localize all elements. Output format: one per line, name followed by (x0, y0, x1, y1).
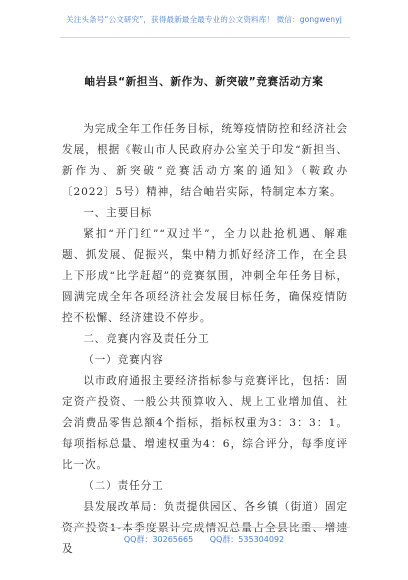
subsection-heading-content: （一）竞赛内容 (83, 354, 164, 366)
document-title: 岫岩县“新担当、新作为、新突破”竞赛活动方案 (84, 76, 324, 88)
header-promo-note: 关注头条号“公文研究”，获得最新最全最专业的公文资料库！ 微信：gongwenyj (66, 15, 342, 24)
footer-qq-groups (0, 534, 408, 545)
content-paragraph: 以市政府通报主要经济指标参与竞赛评比，包括：固定资产投资、一般公共预算收入、规上工业增加值、社会消费品零售总额4个指标，指标权重为3：3：3：1。每项指标总量、增速权重为4：6，综合评分，每季度评比一次。 (62, 375, 348, 471)
section-heading-content: 二、竞赛内容及责任分工 (83, 333, 210, 345)
duties-paragraph: 县发展改革局：负责提供园区、各乡镇（街道）固定资产投资1-本季度累计完成情况总量占全县比重、增速及 (62, 501, 348, 555)
footer-qq-group-1: QQ群：30265665 (123, 535, 194, 544)
document-body (62, 119, 348, 560)
subsection-heading-duties: （二）责任分工 (83, 480, 164, 492)
section-heading-goals: 一、主要目标 (83, 207, 153, 219)
goals-paragraph: 紧扣“开门红”“双过半”，全力以赴抢机遇、解难题、抓发展、促振兴，集中精力抓好经济工作，在全县上下形成“比学赶超”的竞赛氛围，冲刺全年任务目标，圆满完成全年各项经济社会发展目标任务，确保疫情防控不松懈、经济建设不停步。 (62, 228, 348, 324)
header-divider (60, 37, 350, 38)
footer-qq-group-2: QQ群：535304092 (209, 535, 285, 544)
intro-paragraph: 为完成全年工作任务目标，统筹疫情防控和经济社会发展，根据《鞍山市人民政府办公室关于印发“新担当、新作为、新突破”竞赛活动方案的通知》（鞍政办〔2022〕5号）精神，结合岫岩实际，特制定本方案。 (62, 123, 348, 198)
footer-divider (60, 527, 350, 528)
